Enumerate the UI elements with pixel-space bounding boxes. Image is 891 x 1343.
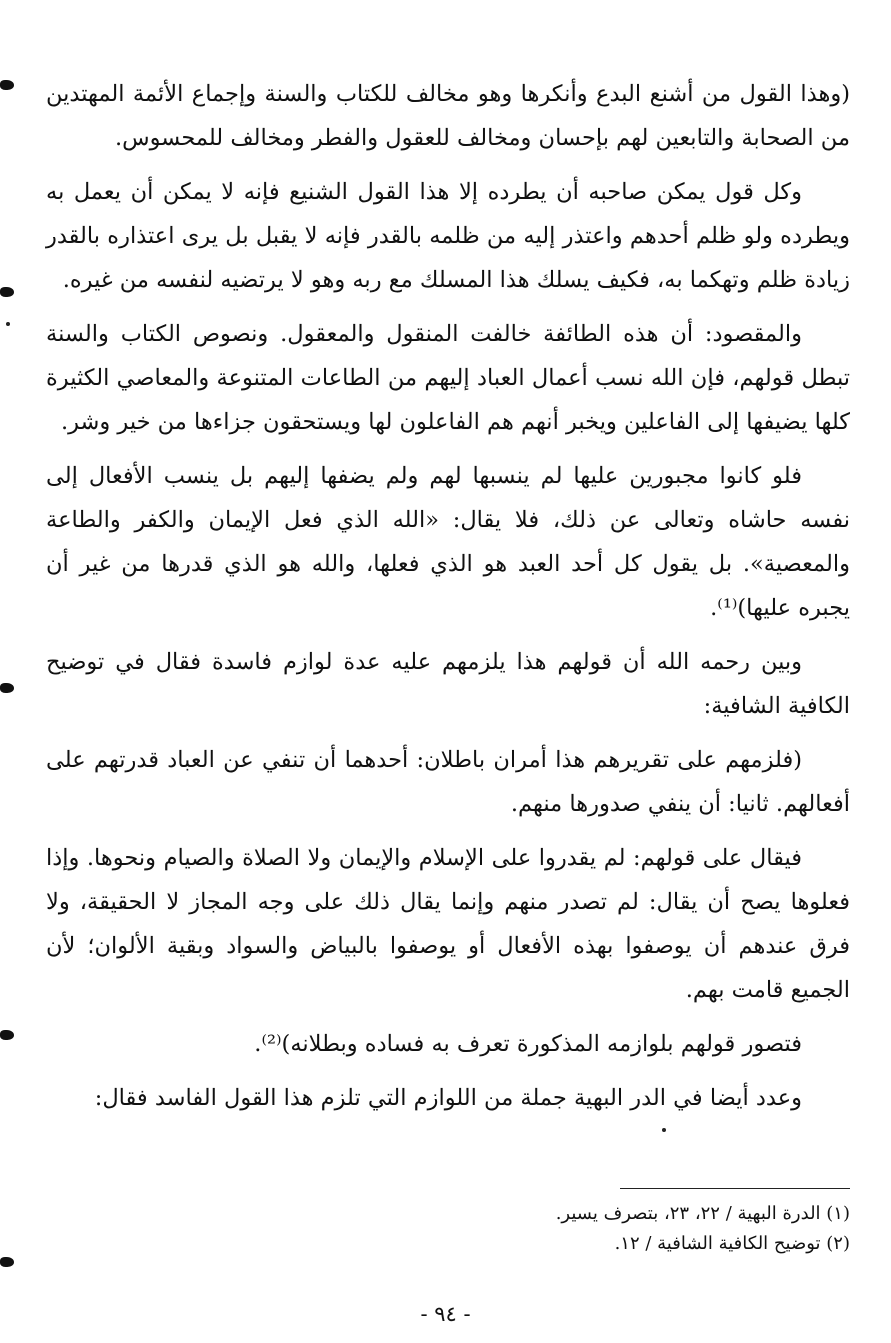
paragraph: (وهذا القول من أشنع البدع وأنكرها وهو مخالف للكتاب والسنة وإجماع الأئمة المهتدين من الصحابة والتابعين لهم بإحسان ومخالف للعقول والفطر ومخالف للمحسوس. <box>46 81 850 151</box>
margin-mark <box>0 80 14 90</box>
margin-mark <box>0 1257 14 1267</box>
footnote-divider <box>620 1188 850 1189</box>
paragraph: وبين رحمه الله أن قولهم هذا يلزمهم عليه عدة لوازم فاسدة فقال في توضيح الكافية الشافية: <box>46 649 850 719</box>
paragraph: فتصور قولهم بلوازمه المذكورة تعرف به فساده وبطلانه)⁽²⁾. <box>254 1031 802 1057</box>
margin-mark <box>0 287 14 297</box>
paragraph: وكل قول يمكن صاحبه أن يطرده إلا هذا القول الشنيع فإنه لا يمكن أن يعمل به ويطرده ولو ظلم أحدهم واعتذر إليه من ظلمه بالقدر فإنه لا يقبل بل يرى اعتذاره بالقدر زيادة ظلم وتهكما به، فكيف يسلك هذا المسلك مع ربه وهو لا يرتضيه لنفسه من غيره. <box>46 179 850 293</box>
paragraph: فلو كانوا مجبورين عليها لم ينسبها لهم ولم يضفها إليهم بل ينسب الأفعال إلى نفسه حاشاه وتعالى عن ذلك، فلا يقال: «الله الذي فعل الإيمان والكفر والطاعة والمعصية». بل يقول كل أحد العبد هو الذي فعلها، والله هو الذي قدرها من غير أن يجبره عليها)⁽¹⁾. <box>46 463 850 621</box>
margin-mark <box>0 1030 14 1040</box>
margin-mark <box>0 683 14 693</box>
document-body <box>46 72 850 1130</box>
footnotes <box>46 1188 850 1259</box>
paragraph: والمقصود: أن هذه الطائفة خالفت المنقول والمعقول. ونصوص الكتاب والسنة تبطل قولهم، فإن الله نسب أعمال العباد إليهم من الطاعات المتنوعة والمعاصي الكثيرة كلها يضيفها إلى الفاعلين ويخبر أنهم هم الفاعلون لها ويستحقون جزاءها من خير وشر. <box>46 321 850 435</box>
footnote: (٢) توضيح الكافية الشافية / ١٢. <box>614 1233 850 1254</box>
footnote: (١) الدرة البهية / ٢٢، ٢٣، بتصرف يسير. <box>555 1203 850 1224</box>
paragraph: وعدد أيضا في الدر البهية جملة من اللوازم التي تلزم هذا القول الفاسد فقال: <box>94 1085 802 1111</box>
page-number: - ٩٤ - <box>420 1302 471 1326</box>
paragraph: فيقال على قولهم: لم يقدروا على الإسلام والإيمان ولا الصلاة والصيام ونحوها. وإذا فعلوها يصح أن يقال: لم تصدر منهم وإنما يقال ذلك على وجه المجاز لا الحقيقة، ولا فرق عندهم أن يوصفوا بهذه الأفعال أو يوصفوا بالبياض والسواد وبقية الألوان؛ لأن الجميع قامت بهم. <box>46 845 850 1003</box>
paragraph: (فلزمهم على تقريرهم هذا أمران باطلان: أحدهما أن تنفي عن العباد قدرتهم على أفعالهم. ثانيا: أن ينفي صدورها منهم. <box>46 747 850 817</box>
ink-speck <box>6 322 10 326</box>
